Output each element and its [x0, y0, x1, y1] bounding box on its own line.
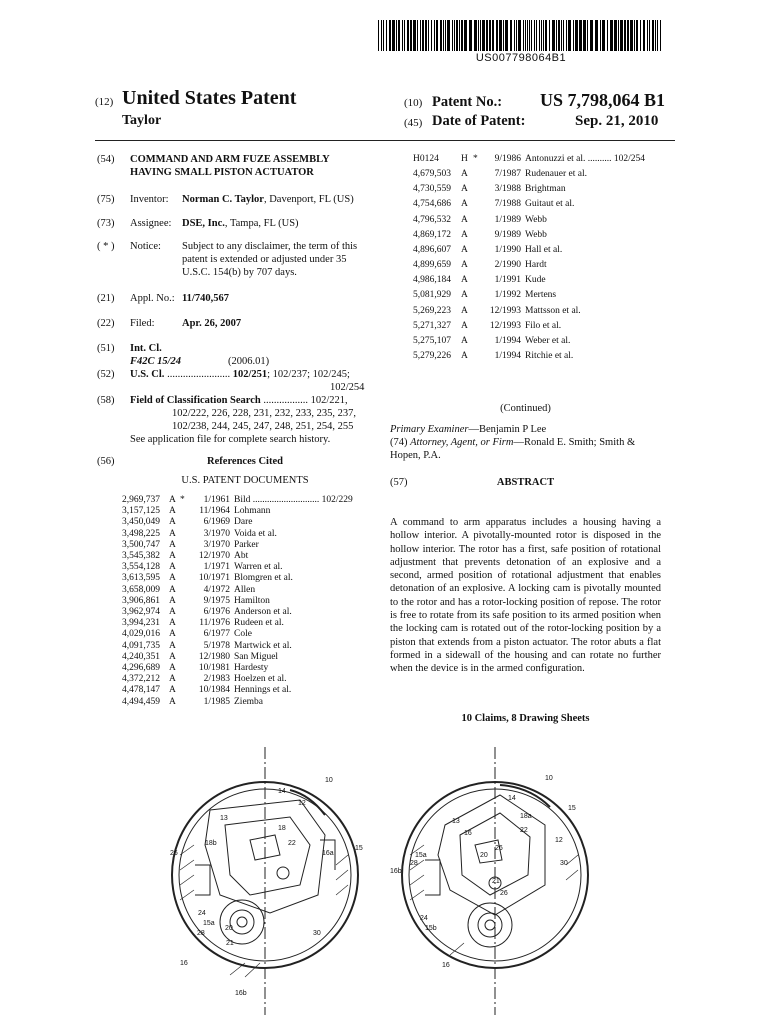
us-cl-rest: ; 102/237; 102/245;	[267, 369, 350, 380]
ref-kind: A	[461, 184, 468, 195]
ref-name: Brightman	[525, 184, 566, 195]
kind-code-12: (12)	[95, 96, 114, 108]
search-field-4: See application file for complete search history.	[130, 434, 331, 445]
kind-code-45: (45)	[404, 117, 423, 129]
ref-date: 6/1976	[203, 607, 230, 617]
inventor-name: Norman C. Taylor	[182, 194, 264, 205]
notice-line-3: U.S.C. 154(b) by 707 days.	[182, 267, 297, 278]
primary-examiner	[390, 423, 546, 436]
ref-number: 4,869,172	[413, 229, 451, 240]
ref-date: 1/1985	[203, 696, 230, 707]
ref-number: 3,157,125	[122, 506, 160, 517]
ref-date: 6/1977	[203, 629, 230, 640]
field-75-code: (75)	[97, 194, 115, 205]
figure-right	[380, 745, 610, 1020]
ref-name: Mertens	[525, 290, 557, 301]
ref-date: 11/1964	[199, 506, 230, 517]
search-field-1	[130, 394, 348, 407]
patent-number: US 7,798,064 B1	[540, 90, 666, 110]
ref-kind: A	[169, 696, 176, 707]
ref-date: 7/1987	[494, 169, 521, 180]
ref-date: 1/1971	[203, 562, 230, 573]
ref-date: 10/1984	[198, 685, 230, 696]
ref-date: 12/1980	[198, 651, 230, 662]
ref-kind: A	[169, 584, 176, 595]
ref-name: Kude	[525, 275, 546, 286]
figure-ref-label: 16a	[322, 850, 334, 857]
ref-number: 4,029,016	[122, 629, 160, 640]
ref-number: H0124	[413, 154, 439, 164]
barcode	[378, 20, 664, 51]
ref-date: 1/1990	[494, 244, 521, 255]
field-22-code: (22)	[97, 318, 115, 329]
ref-date: 12/1970	[198, 551, 230, 561]
ref-number: 2,969,737	[122, 495, 160, 505]
ref-kind: A	[169, 562, 176, 573]
ref-date: 2/1983	[203, 674, 230, 685]
abstract-code: (57)	[390, 477, 408, 488]
ref-number: 4,986,184	[413, 275, 451, 286]
notice-line-1: Subject to any disclaimer, the term of this	[182, 241, 358, 252]
ref-kind: A	[461, 214, 468, 225]
int-cl-class: F42C 15/24	[130, 356, 182, 367]
ref-name: Hennings et al.	[234, 685, 292, 696]
attorney-line-1	[390, 436, 635, 449]
figure-ref-label: 28	[410, 860, 418, 867]
appl-no-value: 11/740,567	[182, 293, 229, 304]
ref-kind: A	[169, 595, 176, 606]
ref-kind: H	[461, 154, 468, 164]
ref-kind: A	[169, 539, 176, 550]
us-cl-line-2: 102/254	[330, 382, 365, 393]
field-54-code: (54)	[97, 154, 115, 165]
ref-name: Allen	[234, 584, 256, 595]
ref-date: 3/1970	[203, 528, 230, 539]
ref-number: 3,994,231	[122, 618, 160, 629]
ref-number: 5,081,929	[413, 290, 451, 301]
field-52-code: (52)	[97, 369, 115, 380]
field-51-code: (51)	[97, 343, 115, 354]
figure-ref-label: 18a	[520, 813, 532, 820]
ref-number: 3,498,225	[122, 528, 160, 539]
ref-number: 4,754,686	[413, 199, 451, 210]
patent-no-label: Patent No.:	[432, 94, 503, 110]
ref-number: 5,279,226	[413, 350, 451, 361]
ref-number: 4,494,459	[122, 696, 160, 707]
ref-date: 10/1981	[198, 663, 230, 673]
ref-name: Blomgren et al.	[234, 573, 293, 584]
ref-kind: A	[461, 275, 468, 286]
invention-title-1: COMMAND AND ARM FUZE ASSEMBLY	[130, 154, 330, 165]
abstract-body: A command to arm apparatus includes a housing having a hollow interior. A pivotally-mounted rotor is disposed in the hollow interior. The rotor has a first, safe position of rotational adjustment that prevents detonation of an explosive and a second, armed position of rotational adjustment that enables detonation of an explosive. A locking cam is pivotally mounted to the rotor and has a rotor-locking position of repose. The rotor is free to rotate from its safe position to its armed position when the locking cam is rotated out of the rotor-locking position by a piston that extends from a piston actuator. The rotor abuts a flat formed in a sidewall of the housing and can rotate no further when the device is in the armed configuration.	[390, 517, 661, 675]
ref-kind: A	[169, 685, 176, 696]
document-title: United States Patent	[122, 87, 297, 109]
attorney-name: —Ronald E. Smith; Smith &	[513, 437, 636, 448]
figure-ref-label: 22	[520, 827, 528, 834]
search-field-v1: 102/221,	[310, 395, 348, 406]
ref-kind: A	[169, 674, 176, 685]
us-cl-main: 102/251	[232, 369, 268, 380]
ref-date: 5/1978	[203, 640, 230, 651]
ref-kind: A	[169, 663, 176, 673]
int-cl-label: Int. Cl.	[130, 343, 162, 354]
ref-date: 9/1986	[494, 154, 521, 164]
notice-line-2: patent is extended or adjusted under 35	[182, 254, 347, 265]
ref-name: Antonuzzi et al. .......... 102/254	[525, 154, 646, 164]
examiner-name: —Benjamin P Lee	[468, 424, 547, 435]
continued-text: (Continued)	[500, 403, 551, 414]
ref-kind: A	[461, 290, 468, 301]
ref-name: Hardesty	[234, 663, 269, 673]
ref-date: 1/1961	[203, 495, 230, 505]
ref-kind: A	[461, 350, 468, 361]
ref-number: 5,271,327	[413, 320, 451, 331]
ref-kind: A	[461, 335, 468, 346]
us-patent-documents-title: U.S. PATENT DOCUMENTS	[181, 475, 309, 486]
ref-number: 3,613,595	[122, 573, 160, 584]
ref-number: 4,679,503	[413, 169, 451, 180]
figure-ref-label: 12	[555, 837, 563, 844]
search-field-label: Field of Classification Search	[130, 395, 261, 406]
notice-label: Notice:	[130, 241, 161, 252]
attorney-code: (74)	[390, 437, 408, 448]
ref-name: Hamilton	[234, 595, 270, 606]
ref-name: Anderson et al.	[234, 607, 292, 617]
ref-number: 5,269,223	[413, 305, 451, 316]
figure-ref-label: 16	[442, 962, 450, 969]
figure-ref-label: 14	[508, 795, 516, 802]
ref-kind: A	[169, 629, 176, 640]
figure-ref-label: 24	[198, 910, 206, 917]
figure-ref-label: 14	[278, 788, 286, 795]
ref-name: Rudeen et al.	[234, 618, 284, 629]
figure-ref-label: 26	[170, 850, 178, 857]
ref-kind: A	[169, 506, 176, 517]
patent-date: Sep. 21, 2010	[575, 113, 659, 129]
ref-number: 4,478,147	[122, 685, 160, 696]
ref-name: Mattsson et al.	[525, 305, 581, 316]
ref-number: 4,796,532	[413, 214, 451, 225]
ref-number: 3,962,974	[122, 607, 160, 617]
ref-kind: A	[461, 260, 468, 271]
ref-number: 4,899,659	[413, 260, 451, 271]
ref-kind: A	[169, 607, 176, 617]
figure-ref-label: 10	[325, 777, 333, 784]
ref-number: 3,500,747	[122, 539, 160, 550]
figure-ref-label: 22	[288, 840, 296, 847]
ref-kind: A	[169, 495, 176, 505]
ref-name: Dare	[234, 517, 253, 528]
ref-number: 3,545,382	[122, 551, 160, 561]
ref-name: Guitaut et al.	[525, 199, 575, 210]
figure-ref-label: 18	[278, 825, 286, 832]
ref-number: 4,091,735	[122, 640, 160, 651]
figure-ref-label: 16b	[235, 990, 247, 997]
ref-name: Rudenauer et al.	[525, 169, 587, 180]
references-cited-title: References Cited	[207, 456, 283, 467]
us-cl-value	[130, 368, 350, 381]
inventor-short: Taylor	[122, 113, 162, 128]
figure-ref-label: 16b	[390, 868, 402, 875]
ref-name: Webb	[525, 229, 547, 240]
ref-name: Ziemba	[234, 696, 264, 707]
field-56-code: (56)	[97, 456, 115, 467]
ref-number: 4,296,689	[122, 663, 160, 673]
date-label: Date of Patent:	[432, 113, 526, 129]
ref-name: Martwick et al.	[234, 640, 292, 651]
ref-name: San Miguel	[234, 651, 279, 662]
ref-kind: A	[169, 517, 176, 528]
search-field-2: 102/222, 226, 228, 231, 232, 233, 235, 237,	[172, 408, 357, 419]
ref-date: 3/1970	[203, 539, 230, 550]
ref-kind: A	[169, 640, 176, 651]
figure-ref-label: 24	[420, 915, 428, 922]
ref-name: Weber et al.	[525, 335, 571, 346]
filed-value: Apr. 26, 2007	[182, 318, 242, 329]
ref-name: Filo et al.	[525, 320, 562, 331]
us-cl-label: U.S. Cl.	[130, 369, 165, 380]
ref-number: 4,240,351	[122, 651, 160, 662]
ref-number: 3,906,861	[122, 595, 160, 606]
field-21-code: (21)	[97, 293, 115, 304]
filed-label: Filed:	[130, 318, 155, 329]
ref-kind: A	[461, 305, 468, 316]
ref-name: Warren et al.	[234, 562, 283, 573]
attorney-label: Attorney, Agent, or Firm	[410, 437, 514, 448]
figure-ref-label: 15b	[425, 925, 437, 932]
ref-kind: A	[461, 244, 468, 255]
ref-kind: A	[169, 618, 176, 629]
figure-ref-label: 15a	[203, 920, 215, 927]
assignee-label: Assignee:	[130, 218, 172, 229]
figure-ref-label: 21	[492, 878, 500, 885]
ref-number: 5,275,107	[413, 335, 451, 346]
inventor-location: , Davenport, FL (US)	[263, 194, 354, 205]
int-cl-year: (2006.01)	[228, 356, 270, 367]
ref-star: *	[180, 495, 185, 505]
figure-ref-label: 20	[480, 852, 488, 859]
figure-left	[150, 745, 380, 1020]
ref-kind: A	[169, 551, 176, 561]
header-rule	[95, 140, 675, 141]
figure-ref-label: 13	[220, 815, 228, 822]
ref-name: Voida et al.	[234, 528, 277, 539]
ref-date: 3/1988	[494, 184, 521, 195]
ref-number: 4,730,559	[413, 184, 451, 195]
ref-name: Ritchie et al.	[525, 350, 574, 361]
inventor-label: Inventor:	[130, 194, 169, 205]
ref-name: Lohmann	[234, 506, 271, 517]
assignee-name: DSE, Inc.	[182, 218, 225, 229]
attorney-line-2: Hopen, P.A.	[390, 450, 441, 461]
figure-ref-label: 15	[355, 845, 363, 852]
ref-name: Cole	[234, 629, 252, 640]
field-58-code: (58)	[97, 395, 115, 406]
ref-date: 12/1993	[489, 320, 521, 331]
ref-date: 4/1972	[203, 584, 230, 595]
ref-date: 1/1994	[494, 335, 521, 346]
ref-number: 4,896,607	[413, 244, 451, 255]
ref-star: *	[473, 154, 478, 164]
ref-kind: A	[461, 229, 468, 240]
figure-ref-label: 30	[560, 860, 568, 867]
figure-ref-label: 13	[452, 818, 460, 825]
figure-ref-label: 18b	[205, 840, 217, 847]
ref-date: 6/1969	[203, 517, 230, 528]
figure-ref-label: 16	[464, 830, 472, 837]
ref-date: 1/1994	[494, 350, 521, 361]
ref-kind: A	[461, 199, 468, 210]
assignee-value	[182, 217, 299, 230]
ref-name: Abt	[234, 551, 249, 561]
ref-number: 3,450,049	[122, 517, 160, 528]
figure-ref-label: 15a	[415, 852, 427, 859]
ref-name: Hoelzen et al.	[234, 674, 287, 685]
ref-kind: A	[169, 651, 176, 662]
ref-name: Hall et al.	[525, 244, 563, 255]
us-cl-dots: ........................	[164, 369, 233, 380]
examiner-label: Primary Examiner	[390, 424, 469, 435]
figure-ref-label: 10	[545, 775, 553, 782]
ref-date: 1/1991	[494, 275, 521, 286]
figure-ref-label: 21	[226, 940, 234, 947]
ref-date: 9/1975	[203, 595, 230, 606]
ref-date: 1/1989	[494, 214, 521, 225]
ref-number: 3,554,128	[122, 562, 160, 573]
figure-ref-label: 15	[568, 805, 576, 812]
ref-name: Bild ............................ 102/229	[234, 495, 353, 505]
ref-name: Parker	[234, 539, 259, 550]
kind-code-10: (10)	[404, 97, 423, 109]
ref-number: 3,658,009	[122, 584, 160, 595]
ref-name: Hardt	[525, 260, 547, 271]
ref-date: 7/1988	[494, 199, 521, 210]
figure-ref-label: 20	[225, 925, 233, 932]
search-field-dots: .................	[260, 395, 311, 406]
ref-name: Webb	[525, 214, 547, 225]
figure-ref-label: 30	[313, 930, 321, 937]
ref-date: 9/1989	[494, 229, 521, 240]
abstract-title: ABSTRACT	[496, 477, 555, 488]
field-73-code: (73)	[97, 218, 115, 229]
figure-ref-label: 26	[500, 890, 508, 897]
notice-code: ( * )	[97, 241, 115, 252]
appl-no-label: Appl. No.:	[130, 293, 175, 304]
assignee-location: , Tampa, FL (US)	[224, 218, 299, 229]
ref-number: 4,372,212	[122, 674, 160, 685]
ref-date: 1/1992	[494, 290, 521, 301]
ref-kind: A	[461, 169, 468, 180]
figure-ref-label: 12	[298, 800, 306, 807]
ref-kind: A	[169, 573, 176, 584]
claims-sheets: 10 Claims, 8 Drawing Sheets	[461, 713, 590, 724]
ref-kind: A	[169, 528, 176, 539]
ref-date: 10/1971	[198, 573, 230, 584]
invention-title-2: HAVING SMALL PISTON ACTUATOR	[130, 167, 314, 178]
ref-kind: A	[461, 320, 468, 331]
ref-date: 12/1993	[489, 305, 521, 316]
figure-ref-label: 28	[197, 930, 205, 937]
figure-ref-label: 26	[495, 845, 503, 852]
inventor-value	[182, 193, 354, 206]
ref-date: 11/1976	[199, 618, 230, 629]
figure-ref-label: 16	[180, 960, 188, 967]
search-field-3: 102/238, 244, 245, 247, 248, 251, 254, 255	[172, 421, 354, 432]
ref-date: 2/1990	[494, 260, 521, 271]
barcode-text: US007798064B1	[475, 52, 567, 64]
